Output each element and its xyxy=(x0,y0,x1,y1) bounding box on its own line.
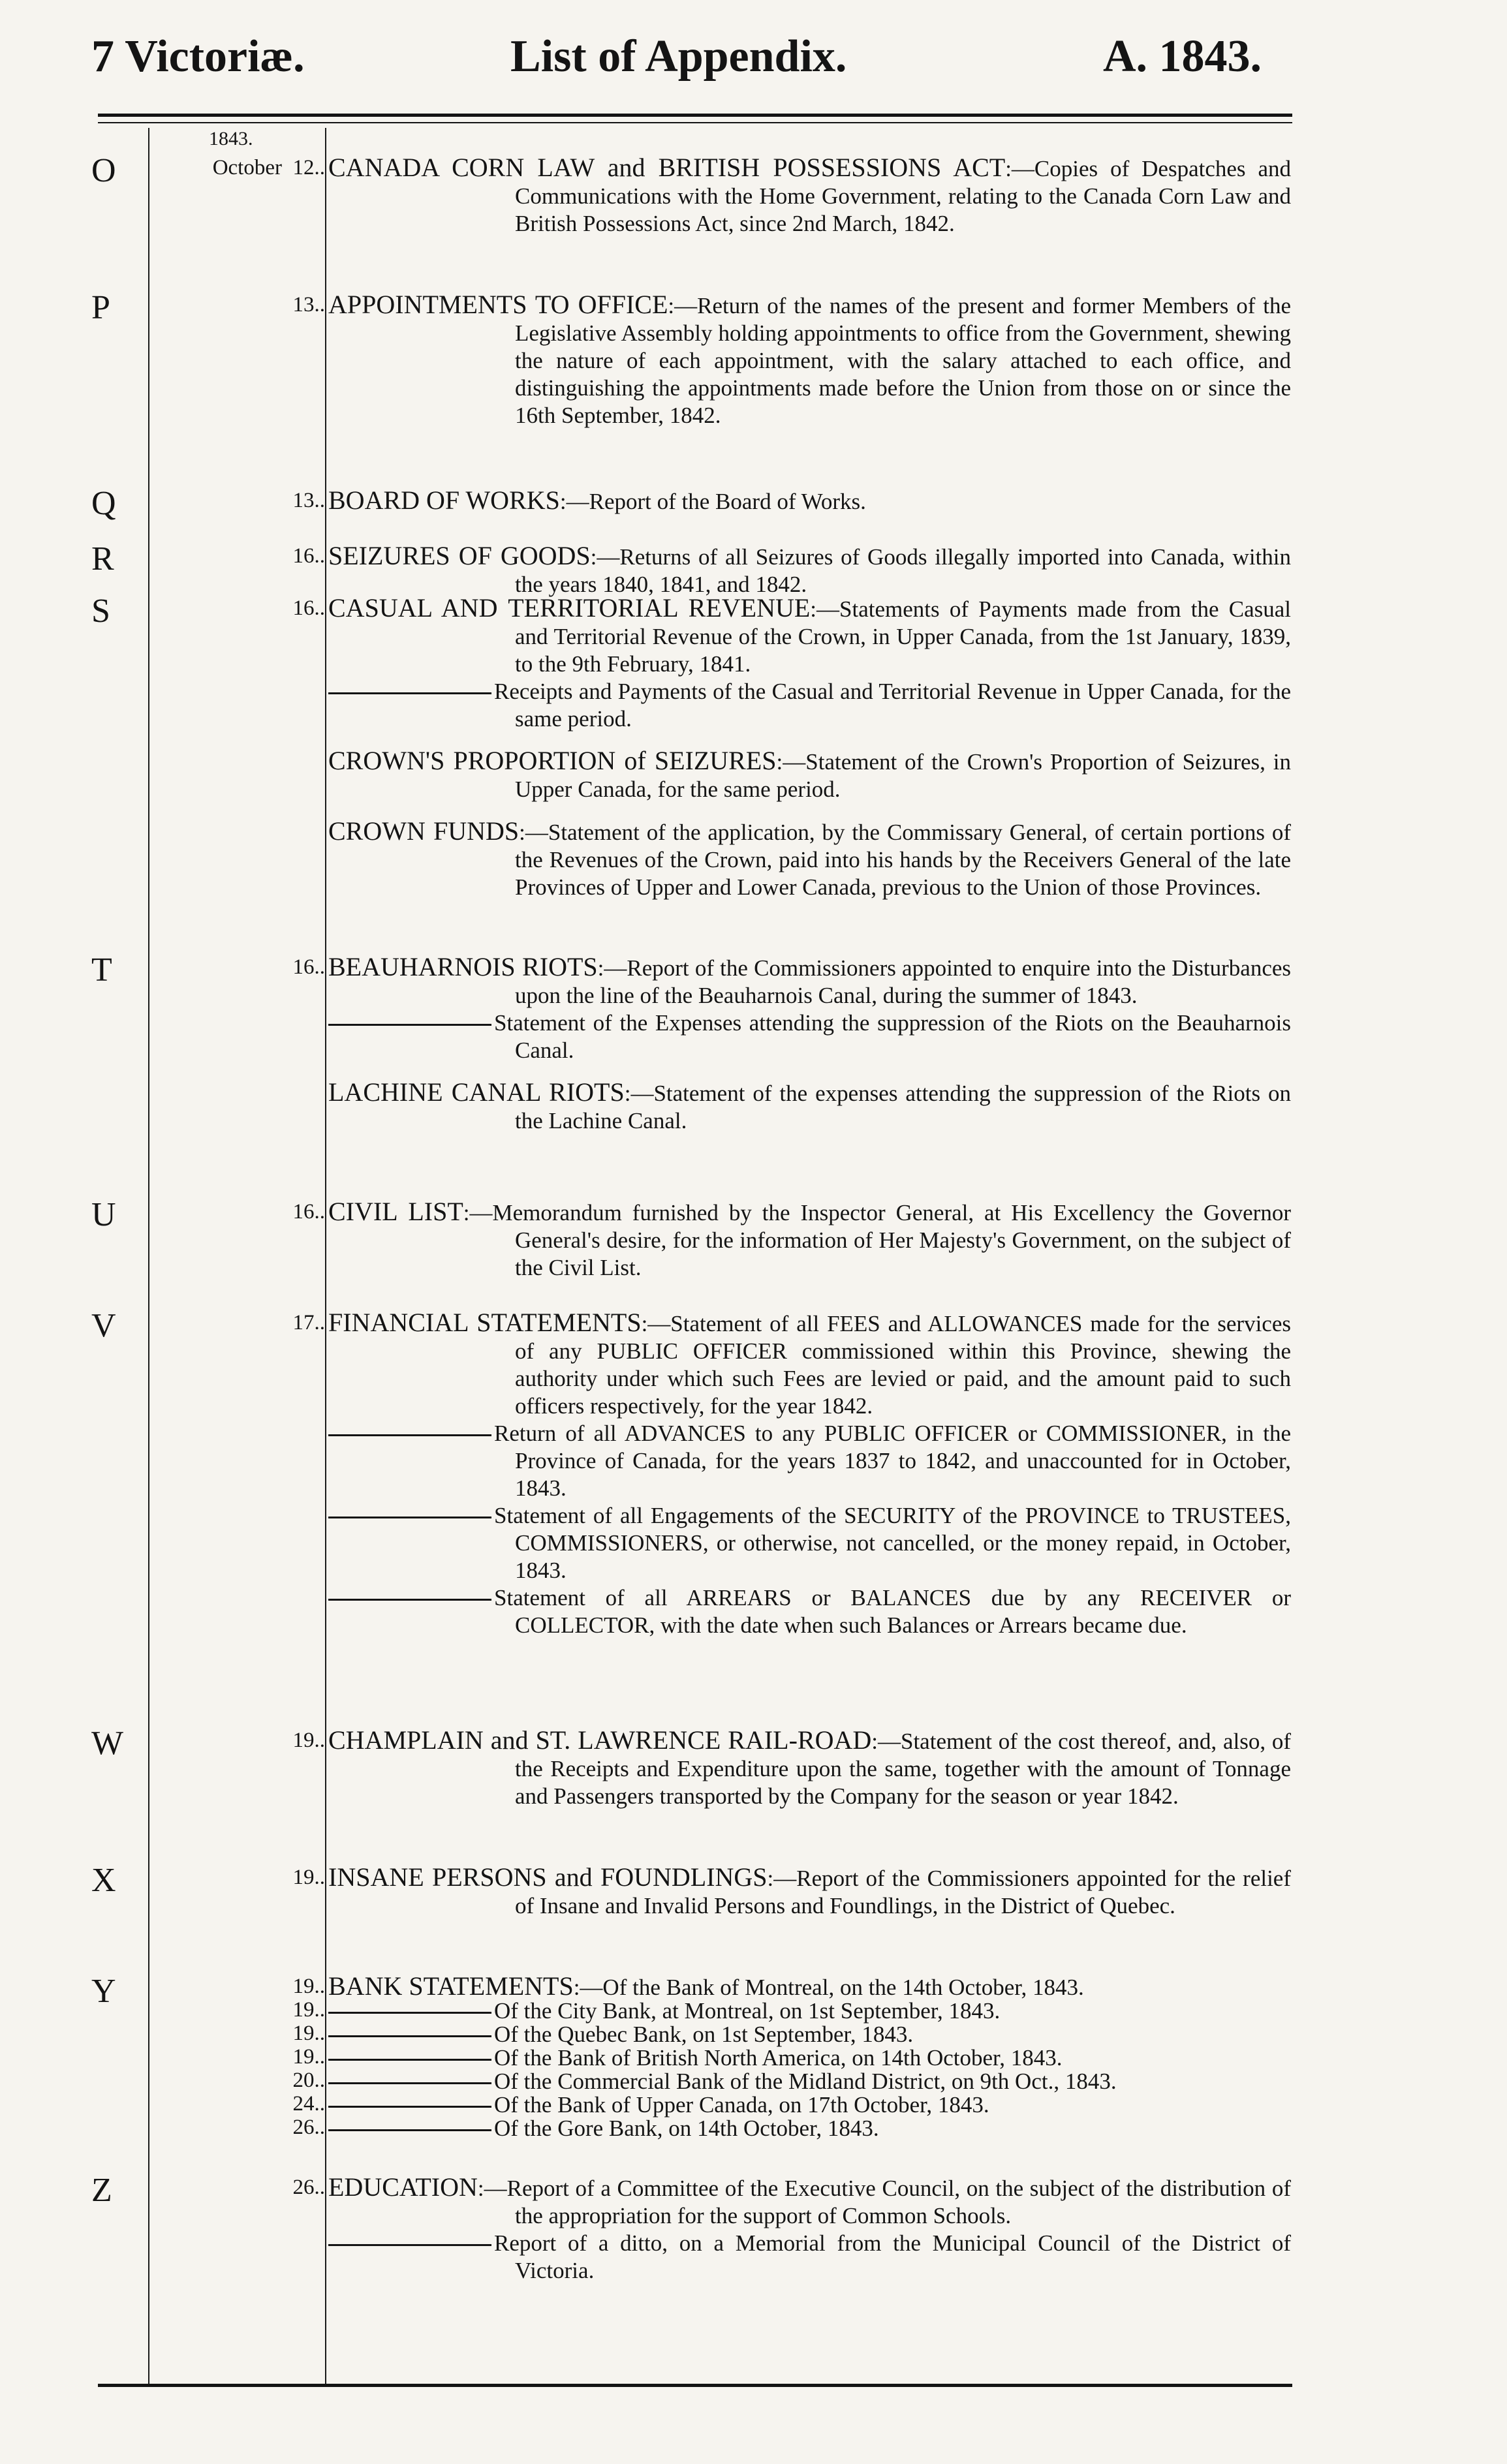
appendix-date: 17.. xyxy=(292,1311,325,1334)
ditto-dash xyxy=(328,1434,491,1436)
entry xyxy=(328,1727,1291,1810)
entry-text: :—Memorandum furnished by the Inspector General, at His Excellency the Governor General's desire, for the information of Her Majesty's Government, on the subject of the Civil List. xyxy=(463,1200,1291,1280)
appendix-date: 19.. 19.. 19.. 19.. 20.. 24.. 26.. xyxy=(292,1975,325,2139)
appendix-body xyxy=(328,953,1291,1135)
year-label: 1843. xyxy=(209,128,253,149)
appendix-body xyxy=(328,1864,1291,1920)
entry-text: :—Report of the Commissioners appointed to enquire into the Disturbances upon the line of the Beauharnois Canal, during the summer of 1843. xyxy=(515,955,1292,1008)
entry xyxy=(328,2174,1291,2285)
header-rule-thick xyxy=(98,114,1292,117)
appendix-body xyxy=(328,1971,1291,2141)
appendix-letter: R xyxy=(91,540,114,578)
appendix-letter: Y xyxy=(91,1973,116,2010)
entry xyxy=(328,1198,1291,1282)
appendix-letter: W xyxy=(91,1725,124,1762)
appendix-body xyxy=(328,2174,1291,2285)
bank-statement-line: Of the Quebec Bank, on 1st September, 1843. xyxy=(328,2023,1291,2046)
entry xyxy=(328,1971,1291,2141)
entry-text: :—Statement of the Crown's Proportion of Seizures, in Upper Canada, for the same period. xyxy=(515,749,1292,802)
entry xyxy=(328,1864,1291,1920)
appendix-body xyxy=(328,1309,1291,1639)
entry-text: :—Report of the Commissioners appointed for the relief of Insane and Invalid Persons and Foundlings, in the District of Quebec. xyxy=(515,1866,1291,1918)
bank-statement-line: Of the Gore Bank, on 14th October, 1843. xyxy=(328,2117,1291,2140)
entry-title: LACHINE CANAL RIOTS xyxy=(328,1077,625,1107)
ditto-dash xyxy=(328,2035,491,2037)
ditto-dash xyxy=(328,692,491,694)
appendix-letter: Q xyxy=(91,485,116,522)
entry-text: :—Statement of all FEES and ALLOWANCES made for the services of any PUBLIC OFFICER commissioned within this Province, shewing the authority under which such Fees are levied or paid, and the amount paid to such officers respectively, for the year 1842. xyxy=(515,1311,1291,1419)
appendix-date: 26.. xyxy=(292,2176,325,2199)
footer-rule xyxy=(98,2384,1292,2387)
sub-entry: Statement of all ARREARS or BALANCES due by any RECEIVER or COLLECTOR, with the date when such Balances or Arrears became due. xyxy=(328,1584,1291,1639)
appendix-letter: V xyxy=(91,1307,116,1344)
entry-title: INSANE PERSONS and FOUNDLINGS xyxy=(328,1862,768,1892)
entry-title: BANK STATEMENTS xyxy=(328,1971,574,2001)
date-column-divider xyxy=(325,128,326,2384)
entry-title: CANADA CORN LAW and BRITISH POSSESSIONS ACT xyxy=(328,153,1006,182)
header-year: A. 1843. xyxy=(1103,31,1262,82)
entry-title: BOARD OF WORKS xyxy=(328,485,560,515)
entry-text: :—Copies of Despatches and Communications with the Home Government, relating to the Canada Corn Law and British Possessions Act, since 2nd March, 1842. xyxy=(515,156,1291,236)
ditto-dash xyxy=(328,1599,491,1601)
entry xyxy=(328,291,1291,429)
appendix-body xyxy=(328,291,1291,429)
header-rule-thin xyxy=(98,122,1292,123)
entry-title: CROWN'S PROPORTION of SEIZURES xyxy=(328,746,777,775)
entry-text: :—Report of the Board of Works. xyxy=(559,489,866,514)
header-title: List of Appendix. xyxy=(510,31,847,82)
entry-title: CHAMPLAIN and ST. LAWRENCE RAIL-ROAD xyxy=(328,1725,872,1755)
entry xyxy=(328,594,1291,733)
bank-statement-line: Of the Bank of Upper Canada, on 17th October, 1843. xyxy=(328,2093,1291,2117)
appendix-body xyxy=(328,487,1291,516)
entry-text: :—Return of the names of the present and former Members of the Legislative Assembly holding appointments to office from the Government, shewing the nature of each appointment, with the salary attached to each office, and distinguishing the appointments made before the Union from those on or since the 16th September, 1842. xyxy=(515,293,1291,428)
appendix-letter: P xyxy=(91,289,110,326)
entry xyxy=(328,487,1291,516)
bank-statement-line: Of the Commercial Bank of the Midland District, on 9th Oct., 1843. xyxy=(328,2070,1291,2093)
sub-entry: Statement of the Expenses attending the suppression of the Riots on the Beauharnois Canal. xyxy=(328,1009,1291,1064)
appendix-letter: U xyxy=(91,1196,116,1233)
entry xyxy=(328,953,1291,1064)
appendix-body xyxy=(328,542,1291,598)
appendix-body xyxy=(328,154,1291,238)
entry xyxy=(328,1079,1291,1135)
appendix-body xyxy=(328,1727,1291,1810)
ditto-dash xyxy=(328,2059,491,2061)
appendix-date: October 12.. xyxy=(212,156,325,179)
entry xyxy=(328,542,1291,598)
entry-text: :—Statement of the cost thereof, and, also, of the Receipts and Expenditure upon the same, together with the amount of Tonnage and Passengers transported by the Company for the season or year 1842. xyxy=(515,1729,1291,1809)
entry-text: :—Statement of the application, by the Commissary General, of certain portions of the Revenues of the Crown, paid into his hands by the Receivers General of the late Provinces of Upper and Lower Canada, previous to the Union of those Provinces. xyxy=(515,820,1291,900)
appendix-letter: Z xyxy=(91,2172,112,2209)
ditto-dash xyxy=(328,1517,491,1518)
appendix-date: 19.. xyxy=(292,1729,325,1752)
entry-title: FINANCIAL STATEMENTS xyxy=(328,1308,642,1337)
appendix-date: 16.. xyxy=(292,596,325,620)
appendix-date: 16.. xyxy=(292,955,325,979)
ditto-dash xyxy=(328,1024,491,1026)
entry xyxy=(328,1309,1291,1639)
sub-entry: Receipts and Payments of the Casual and Territorial Revenue in Upper Canada, for the same period. xyxy=(328,678,1291,733)
appendix-date: 16.. xyxy=(292,544,325,568)
ditto-dash xyxy=(328,2244,491,2246)
entry-text: :—Report of a Committee of the Executive Council, on the subject of the distribution of the appropriation for the support of Common Schools. xyxy=(477,2176,1291,2228)
ditto-dash xyxy=(328,2012,491,2014)
bank-statement-line: Of the Bank of British North America, on 14th October, 1843. xyxy=(328,2046,1291,2070)
entry-title: BEAUHARNOIS RIOTS xyxy=(328,952,598,981)
appendix-date: 16.. xyxy=(292,1200,325,1224)
appendix-date: 13.. xyxy=(292,293,325,316)
entry xyxy=(328,154,1291,238)
appendix-date: 13.. xyxy=(292,489,325,512)
entry xyxy=(328,747,1291,803)
ditto-dash xyxy=(328,2129,491,2131)
entry-title: EDUCATION xyxy=(328,2172,478,2202)
appendix-letter: O xyxy=(91,152,116,189)
appendix-body xyxy=(328,1198,1291,1282)
appendix-date: 19.. xyxy=(292,1866,325,1889)
entry-text: :—Statements of Payments made from the Casual and Territorial Revenue of the Crown, in Upper Canada, from the 1st January, 1839, to the 9th February, 1841. xyxy=(515,596,1292,677)
ditto-dash xyxy=(328,2082,491,2084)
header-session: 7 Victoriæ. xyxy=(91,31,305,82)
entry-text: :—Returns of all Seizures of Goods illegally imported into Canada, within the years 1840, 1841, and 1842. xyxy=(515,544,1291,597)
entry-title: SEIZURES OF GOODS xyxy=(328,541,591,570)
entry-title: CASUAL AND TERRITORIAL REVENUE xyxy=(328,593,811,623)
ditto-dash xyxy=(328,2106,491,2108)
entry-title: CROWN FUNDS xyxy=(328,816,520,846)
sub-entry: Statement of all Engagements of the SECURITY of the PROVINCE to TRUSTEES, COMMISSIONERS, or otherwise, not cancelled, or the money repaid, in October, 1843. xyxy=(328,1502,1291,1584)
entry-title: APPOINTMENTS TO OFFICE xyxy=(328,290,668,319)
entry-text: :—Of the Bank of Montreal, on the 14th October, 1843. xyxy=(573,1975,1084,2000)
appendix-letter: T xyxy=(91,951,112,989)
appendix-letter: X xyxy=(91,1862,116,1899)
appendix-body xyxy=(328,594,1291,901)
entry-text: :—Statement of the expenses attending the suppression of the Riots on the Lachine Canal. xyxy=(515,1081,1291,1133)
entry-title: CIVIL LIST xyxy=(328,1197,463,1226)
entry xyxy=(328,818,1291,901)
sub-entry: Report of a ditto, on a Memorial from the Municipal Council of the District of Victoria. xyxy=(328,2230,1291,2285)
appendix-letter: S xyxy=(91,593,110,630)
letter-column-divider xyxy=(148,128,149,2384)
sub-entry: Return of all ADVANCES to any PUBLIC OFFICER or COMMISSIONER, in the Province of Canada, for the years 1837 to 1842, and unaccounted for in October, 1843. xyxy=(328,1420,1291,1502)
bank-statement-line: Of the City Bank, at Montreal, on 1st September, 1843. xyxy=(328,1999,1291,2023)
